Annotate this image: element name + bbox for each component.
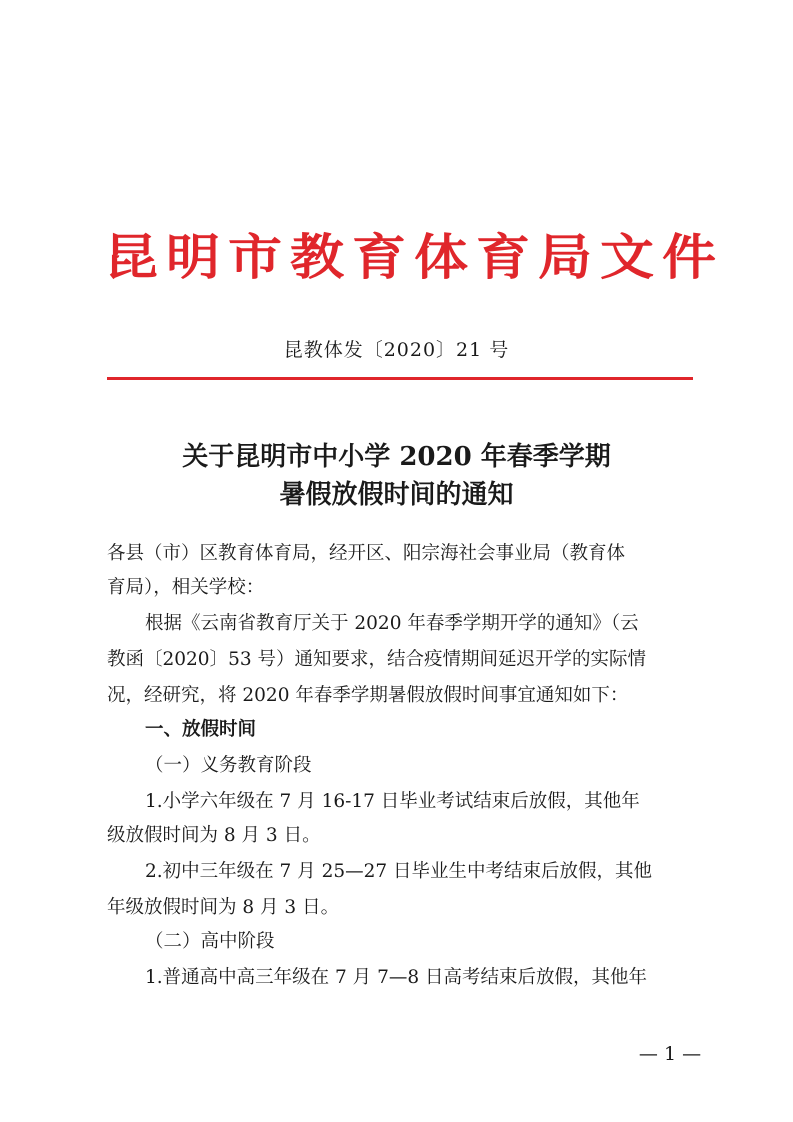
item-primary-school-cont: 级放假时间为 8 月 3 日。 [107,825,321,846]
item-junior-high-cont: 年级放假时间为 8 月 3 日。 [107,897,340,918]
subsection-high-school: （二）高中阶段 [145,931,275,952]
notice-title-line-2: 暑假放假时间的通知 [279,480,514,510]
document-number: 昆教体发〔2020〕21 号 [283,339,510,361]
page-number: — 1 — [638,1043,702,1065]
item-senior-high: 1.普通高中高三年级在 7 月 7—8 日高考结束后放假，其他年 [145,967,647,988]
item-junior-high: 2.初中三年级在 7 月 25—27 日毕业生中考结束后放假，其他 [145,861,653,882]
body-line-addressee: 各县（市）区教育体育局，经开区、阳宗海社会事业局（教育体 [107,543,626,564]
item-primary-school: 1.小学六年级在 7 月 16-17 日毕业考试结束后放假，其他年 [145,791,640,812]
body-line-addressee-cont: 育局），相关学校： [107,577,265,598]
section-heading-vacation-time: 一、放假时间 [145,719,257,740]
red-divider-line [107,377,693,380]
body-line-paragraph-1-cont: 教函〔2020〕53 号）通知要求，结合疫情期间延迟开学的实际情 [107,649,647,670]
body-line-paragraph-1: 根据《云南省教育厅关于 2020 年春季学期开学的通知》（云 [145,613,639,634]
subsection-compulsory-education: （一）义务教育阶段 [145,755,312,776]
document-masthead: 昆明市教育体育局文件 [104,228,724,286]
notice-title-line-1: 关于昆明市中小学 2020 年春季学期 [182,442,611,472]
body-line-paragraph-1-end: 况，经研究，将 2020 年春季学期暑假放假时间事宜通知如下： [107,685,629,706]
